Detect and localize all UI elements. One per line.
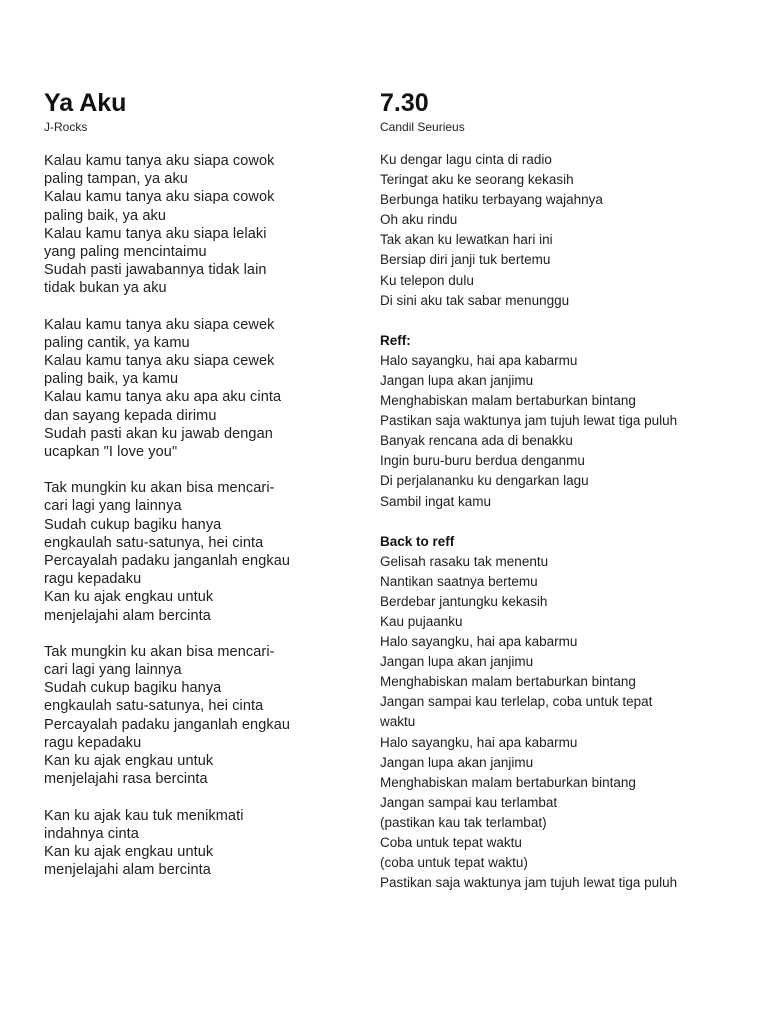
lyric-line: cari lagi yang lainnya [44, 662, 182, 679]
right-song-lyrics [380, 150, 750, 893]
lyric-line: Kalau kamu tanya aku apa aku cinta [44, 389, 282, 406]
lyric-line: Menghabiskan malam bertaburkan bintang [380, 393, 636, 409]
lyric-line: (pastikan kau tak terlambat) [380, 814, 547, 830]
lyric-line: engkaulah satu-satunya, hei cinta [44, 698, 264, 715]
section-label: Back to reff [380, 533, 455, 549]
lyric-line: Kau pujaanku [380, 613, 463, 629]
lyric-line: paling baik, ya kamu [44, 371, 179, 388]
lyric-line: dan sayang kepada dirimu [44, 407, 217, 424]
lyric-line: Banyak rencana ada di benakku [380, 433, 573, 449]
right-song-artist: Candil Seurieus [380, 120, 465, 134]
lyric-line: Jangan sampai kau terlambat [380, 794, 558, 810]
lyric-line: Ku telepon dulu [380, 272, 474, 288]
lyric-line: Coba untuk tepat waktu [380, 835, 522, 850]
lyric-line: menjelajahi alam bercinta [44, 607, 211, 624]
lyric-line: Kan ku ajak engkau untuk [44, 843, 214, 860]
lyric-line: Kalau kamu tanya aku siapa cowok [44, 153, 275, 169]
lyric-line: Tak mungkin ku akan bisa mencari- [44, 643, 275, 660]
lyric-line: paling cantik, ya kamu [44, 334, 190, 351]
lyric-line: yang paling mencintaimu [44, 244, 207, 261]
right-song-title: 7.30 [380, 89, 429, 117]
lyric-line: Ingin buru-buru berdua denganmu [380, 453, 585, 469]
lyric-line: Gelisah rasaku tak menentu [380, 553, 549, 569]
lyric-line: Sudah pasti akan ku jawab dengan [44, 425, 273, 442]
lyric-line: Sudah pasti jawabannya tidak lain [44, 262, 267, 279]
lyric-line: Oh aku rindu [380, 212, 458, 228]
lyric-line: Kan ku ajak kau tuk menikmati [44, 807, 244, 824]
lyric-line: Di sini aku tak sabar menunggu [380, 292, 570, 308]
lyric-line: paling baik, ya aku [44, 207, 167, 224]
lyric-line: menjelajahi alam bercinta [44, 862, 211, 879]
lyric-line: Jangan sampai kau terlelap, coba untuk tepat [380, 694, 653, 710]
lyric-line: Berbunga hatiku terbayang wajahnya [380, 192, 603, 208]
lyric-line: Menghabiskan malam bertaburkan bintang [380, 774, 636, 790]
right-song-column [380, 88, 750, 913]
lyric-line: engkaulah satu-satunya, hei cinta [44, 534, 264, 551]
lyric-line: Sudah cukup bagiku hanya [44, 680, 222, 697]
lyric-stanza [44, 152, 344, 298]
lyric-stanza [44, 316, 344, 462]
lyric-stanza [44, 479, 344, 625]
lyric-line: Pastikan saja waktunya jam tujuh lewat tiga puluh [380, 413, 678, 429]
lyric-line: indahnya cinta [44, 825, 139, 842]
lyric-line: Halo sayangku, hai apa kabarmu [380, 734, 578, 750]
lyric-line: Sambil ingat kamu [380, 493, 492, 509]
lyric-line: Kalau kamu tanya aku siapa cewek [44, 316, 275, 333]
lyric-line: waktu [380, 714, 416, 730]
left-song-lyrics [44, 152, 344, 879]
left-song-column [44, 88, 344, 897]
lyric-line: Percayalah padaku janganlah engkau [44, 553, 291, 570]
lyric-line: Bersiap diri janji tuk bertemu [380, 252, 551, 268]
lyric-line: Kalau kamu tanya aku siapa cowok [44, 189, 275, 206]
lyric-line: Percayalah padaku janganlah engkau [44, 716, 291, 733]
lyric-line: Di perjalananku ku dengarkan lagu [380, 473, 589, 489]
left-song-title: Ya Aku [44, 89, 127, 117]
section-label: Reff: [380, 332, 411, 348]
lyric-line: Halo sayangku, hai apa kabarmu [380, 634, 578, 650]
lyric-line: Jangan lupa akan janjimu [380, 754, 534, 770]
lyric-stanza [380, 331, 750, 512]
lyric-stanza [44, 643, 344, 789]
lyric-line: Jangan lupa akan janjimu [380, 372, 534, 388]
lyric-line: Nantikan saatnya bertemu [380, 573, 538, 589]
left-song-artist: J-Rocks [44, 120, 88, 134]
lyric-line: Menghabiskan malam bertaburkan bintang [380, 674, 636, 690]
lyric-line: Kan ku ajak engkau untuk [44, 589, 214, 606]
lyric-line: Jangan lupa akan janjimu [380, 654, 534, 670]
lyric-line: ragu kepadaku [44, 734, 142, 751]
lyric-line: ragu kepadaku [44, 571, 142, 588]
lyric-line: Teringat aku ke seorang kekasih [380, 172, 574, 188]
lyric-line: Sudah cukup bagiku hanya [44, 516, 222, 533]
lyric-line: cari lagi yang lainnya [44, 498, 182, 515]
lyric-line: Tak akan ku lewatkan hari ini [380, 232, 553, 248]
lyric-line: Ku dengar lagu cinta di radio [380, 152, 552, 167]
lyric-line: tidak bukan ya aku [44, 280, 167, 297]
lyric-line: Kalau kamu tanya aku siapa cewek [44, 353, 275, 370]
lyric-line: Kalau kamu tanya aku siapa lelaki [44, 225, 267, 242]
lyric-line: paling tampan, ya aku [44, 171, 188, 188]
lyric-line: ucapkan "I love you" [44, 444, 178, 461]
lyric-stanza [380, 532, 750, 894]
lyric-line: Tak mungkin ku akan bisa mencari- [44, 480, 275, 497]
lyric-stanza [44, 807, 344, 880]
lyric-line: Kan ku ajak engkau untuk [44, 753, 214, 770]
lyric-line: (coba untuk tepat waktu) [380, 855, 528, 871]
lyric-line: Halo sayangku, hai apa kabarmu [380, 352, 578, 368]
lyric-line: Berdebar jantungku kekasih [380, 593, 548, 609]
lyric-stanza [380, 150, 750, 311]
lyric-line: Pastikan saja waktunya jam tujuh lewat tiga puluh [380, 875, 678, 891]
lyric-line: menjelajahi rasa bercinta [44, 771, 208, 788]
